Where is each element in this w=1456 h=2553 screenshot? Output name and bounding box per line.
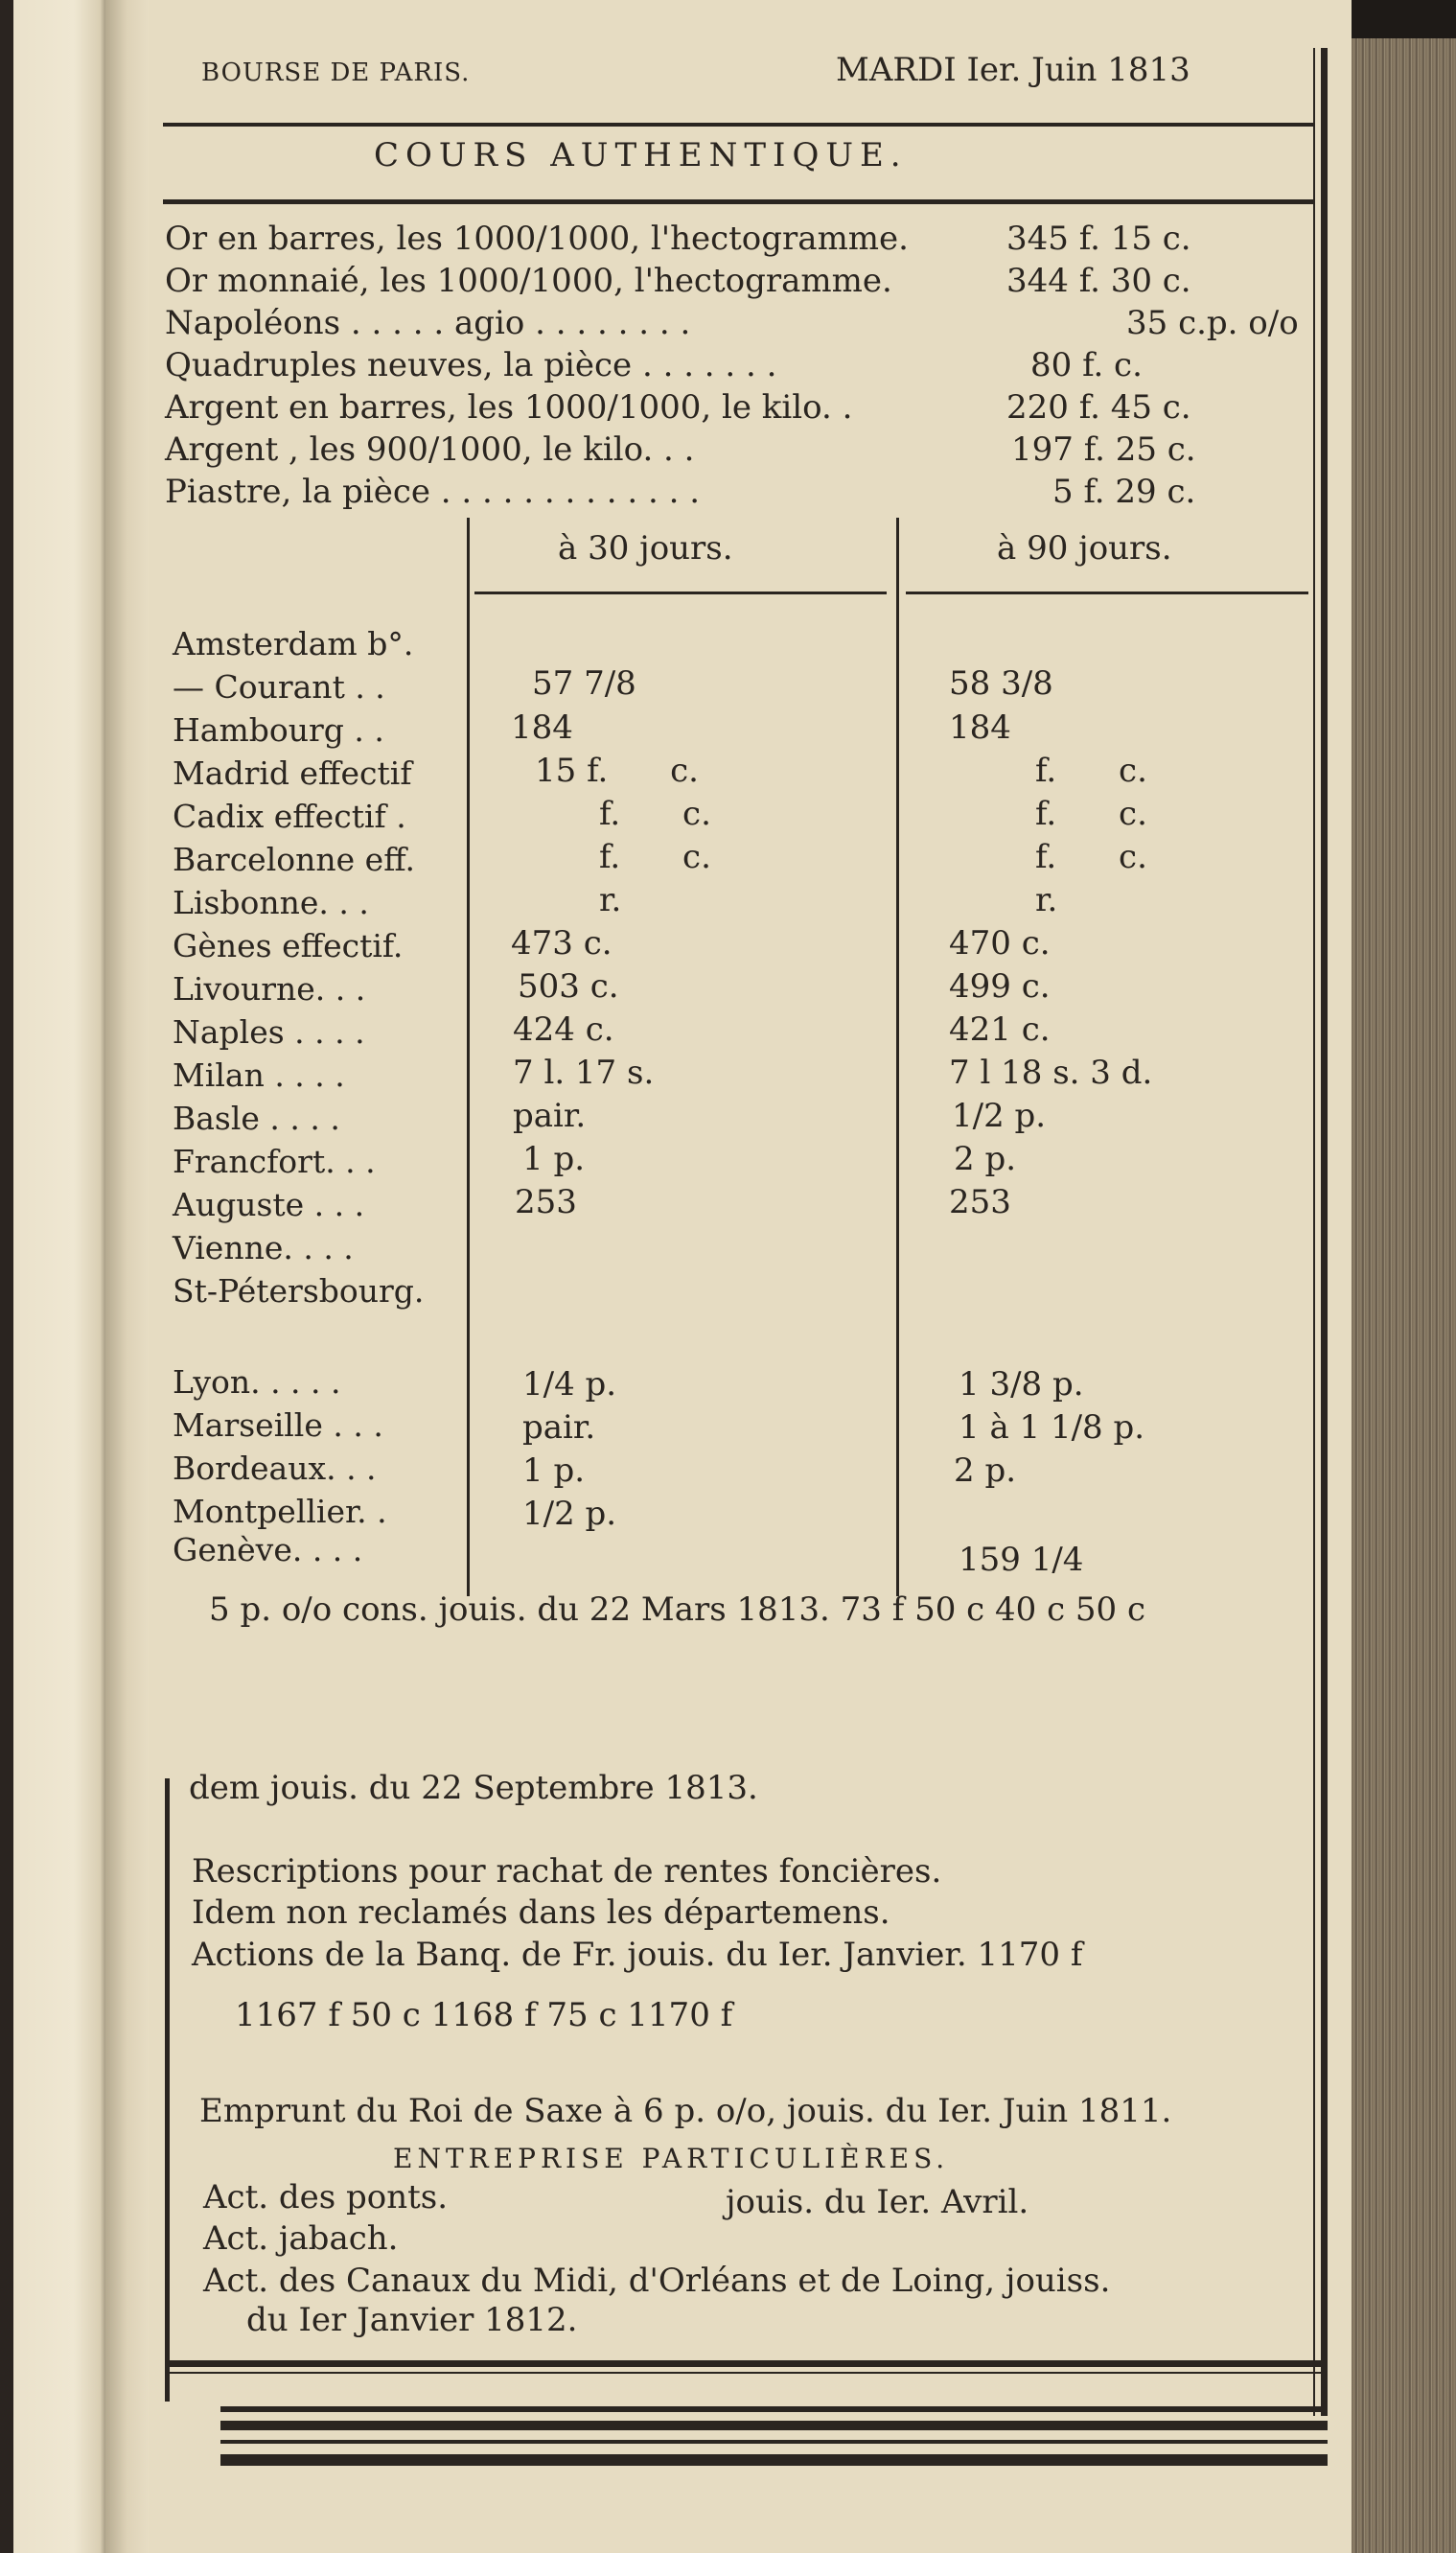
metal-label: Quadruples neuves, la pièce . . . . . . . bbox=[165, 346, 777, 384]
section-heading: ENTREPRISE PARTICULIÈRES. bbox=[393, 2143, 950, 2174]
metal-label: Argent , les 900/1000, le kilo. . . bbox=[165, 430, 695, 469]
rate-30: r. bbox=[599, 881, 622, 919]
rente-line: Act. jabach. bbox=[203, 2219, 399, 2258]
city-name: Marseille . . . bbox=[173, 1406, 383, 1444]
frame-bottom-rule bbox=[165, 2360, 1328, 2367]
rate-30: 15 f. c. bbox=[535, 752, 699, 790]
rate-30: 1 p. bbox=[522, 1140, 586, 1178]
left-page bbox=[0, 0, 105, 2553]
rate-90: r. bbox=[1035, 881, 1058, 919]
rente-line: Actions de la Banq. de Fr. jouis. du Ier. Janvier. 1170 f bbox=[192, 1936, 1083, 1974]
rate-90: 2 p. bbox=[954, 1451, 1017, 1490]
city-name: — Courant . . bbox=[173, 668, 385, 706]
rate-30: pair. bbox=[513, 1097, 587, 1135]
rate-30: 184 bbox=[511, 708, 573, 747]
metal-label: Piastre, la pièce . . . . . . . . . . . . . bbox=[165, 473, 700, 511]
metal-value: 344 f. 30 c. bbox=[1006, 262, 1191, 300]
header-rule bbox=[163, 123, 1313, 127]
rate-90: 1/2 p. bbox=[952, 1097, 1047, 1135]
city-name: Madrid effectif bbox=[173, 754, 412, 792]
rente-line: Rescriptions pour rachat de rentes foncières. bbox=[192, 1852, 942, 1891]
footer-band-1 bbox=[220, 2406, 1328, 2412]
rente-line: 5 p. o/o cons. jouis. du 22 Mars 1813. 73 f 50 c 40 c 50 c bbox=[209, 1590, 1146, 1629]
city-name: Livourne. . . bbox=[173, 970, 366, 1008]
rate-90: 184 bbox=[949, 708, 1011, 747]
city-name: Basle . . . . bbox=[173, 1100, 340, 1137]
rate-90: f. c. bbox=[1035, 795, 1147, 833]
rate-30: 424 c. bbox=[513, 1010, 614, 1049]
metal-value: 5 f. 29 c. bbox=[1052, 473, 1196, 511]
title-rule bbox=[163, 199, 1313, 204]
frame-right-rule bbox=[1321, 48, 1328, 2416]
city-name: Montpellier. . bbox=[173, 1493, 387, 1530]
metal-label: Argent en barres, les 1000/1000, le kilo. . bbox=[165, 388, 853, 427]
rate-90: 470 c. bbox=[949, 924, 1051, 963]
rate-90: 499 c. bbox=[949, 967, 1051, 1006]
metal-label: Or en barres, les 1000/1000, l'hectogramme. bbox=[165, 220, 909, 258]
rate-30: f. c. bbox=[599, 838, 711, 876]
frame-right-rule-thin bbox=[1313, 48, 1315, 2416]
col90-header: à 90 jours. bbox=[997, 529, 1172, 568]
rate-30: 1/2 p. bbox=[522, 1495, 617, 1533]
rate-90: 58 3/8 bbox=[949, 664, 1053, 703]
frame-left-rule-lower bbox=[165, 1778, 170, 2402]
rente-line: Emprunt du Roi de Saxe à 6 p. o/o, jouis. du Ier. Juin 1811. bbox=[199, 2092, 1172, 2130]
city-name: Gènes effectif. bbox=[173, 927, 404, 964]
rate-90: 7 l 18 s. 3 d. bbox=[949, 1054, 1153, 1092]
city-name: Auguste . . . bbox=[173, 1186, 365, 1223]
metal-label: Or monnaié, les 1000/1000, l'hectogramme. bbox=[165, 262, 892, 300]
city-name: Barcelonne eff. bbox=[173, 841, 415, 878]
rate-90: 2 p. bbox=[954, 1140, 1017, 1178]
rente-line: Act. des ponts. bbox=[203, 2178, 449, 2216]
metal-value: 35 c.p. o/o bbox=[1126, 304, 1299, 342]
footer-band-4 bbox=[220, 2454, 1328, 2466]
col-divider-right bbox=[896, 518, 899, 1596]
footer-band-3 bbox=[220, 2440, 1328, 2444]
book-gutter bbox=[105, 0, 149, 2553]
rate-30: 7 l. 17 s. bbox=[513, 1054, 655, 1092]
rate-30: f. c. bbox=[599, 795, 711, 833]
rate-30: 473 c. bbox=[511, 924, 612, 963]
fore-edge-top bbox=[1352, 0, 1456, 38]
header-left: BOURSE DE PARIS. bbox=[201, 58, 471, 87]
rente-line: Idem non reclamés dans les départemens. bbox=[192, 1893, 890, 1932]
rate-30: pair. bbox=[522, 1408, 596, 1447]
metal-value: 345 f. 15 c. bbox=[1006, 220, 1191, 258]
city-name: Lyon. . . . . bbox=[173, 1363, 341, 1401]
metal-label: Napoléons . . . . . agio . . . . . . . . bbox=[165, 304, 691, 342]
rate-90: 253 bbox=[949, 1183, 1011, 1221]
rente-line: du Ier Janvier 1812. bbox=[246, 2301, 578, 2339]
rate-30: 1/4 p. bbox=[522, 1365, 617, 1404]
metal-value: 220 f. 45 c. bbox=[1006, 388, 1191, 427]
city-name: Lisbonne. . . bbox=[173, 884, 369, 921]
col-divider-left bbox=[467, 518, 470, 1596]
rente-line: dem jouis. du 22 Septembre 1813. bbox=[189, 1769, 758, 1807]
rate-30: 57 7/8 bbox=[532, 664, 636, 703]
rate-90: f. c. bbox=[1035, 752, 1147, 790]
footer-band-2 bbox=[220, 2421, 1328, 2430]
header-date: MARDI Ier. Juin 1813 bbox=[836, 51, 1190, 89]
col90-underline bbox=[906, 592, 1308, 594]
left-edge-shadow bbox=[0, 0, 13, 2553]
rente-line: Act. des Canaux du Midi, d'Orléans et de Loing, jouiss. bbox=[203, 2262, 1111, 2300]
city-name: Vienne. . . . bbox=[173, 1229, 354, 1266]
rate-30: 503 c. bbox=[518, 967, 619, 1006]
rate-90: 1 3/8 p. bbox=[959, 1365, 1084, 1404]
rate-90: f. c. bbox=[1035, 838, 1147, 876]
rente-line: jouis. du Ier. Avril. bbox=[726, 2183, 1029, 2221]
rate-90: 1 à 1 1/8 p. bbox=[959, 1408, 1145, 1447]
city-name: Genève. . . . bbox=[173, 1531, 363, 1568]
rate-30: 1 p. bbox=[522, 1451, 586, 1490]
city-name: Amsterdam b°. bbox=[173, 625, 414, 662]
city-name: St-Pétersbourg. bbox=[173, 1272, 425, 1310]
metal-value: 80 f. c. bbox=[1030, 346, 1143, 384]
page-title: COURS AUTHENTIQUE. bbox=[374, 136, 908, 174]
city-name: Cadix effectif . bbox=[173, 798, 406, 835]
metal-value: 197 f. 25 c. bbox=[1011, 430, 1196, 469]
city-name: Hambourg . . bbox=[173, 711, 384, 749]
rente-line: 1167 f 50 c 1168 f 75 c 1170 f bbox=[235, 1996, 733, 2034]
city-name: Bordeaux. . . bbox=[173, 1450, 377, 1487]
rate-90: 159 1/4 bbox=[959, 1541, 1084, 1579]
rate-90: 421 c. bbox=[949, 1010, 1051, 1049]
page-fore-edge bbox=[1352, 38, 1456, 2553]
rate-30: 253 bbox=[515, 1183, 577, 1221]
city-name: Naples . . . . bbox=[173, 1013, 365, 1051]
city-name: Milan . . . . bbox=[173, 1056, 345, 1094]
col30-underline bbox=[474, 592, 887, 594]
city-name: Francfort. . . bbox=[173, 1143, 376, 1180]
col30-header: à 30 jours. bbox=[558, 529, 733, 568]
frame-bottom-rule-thin bbox=[165, 2372, 1328, 2374]
